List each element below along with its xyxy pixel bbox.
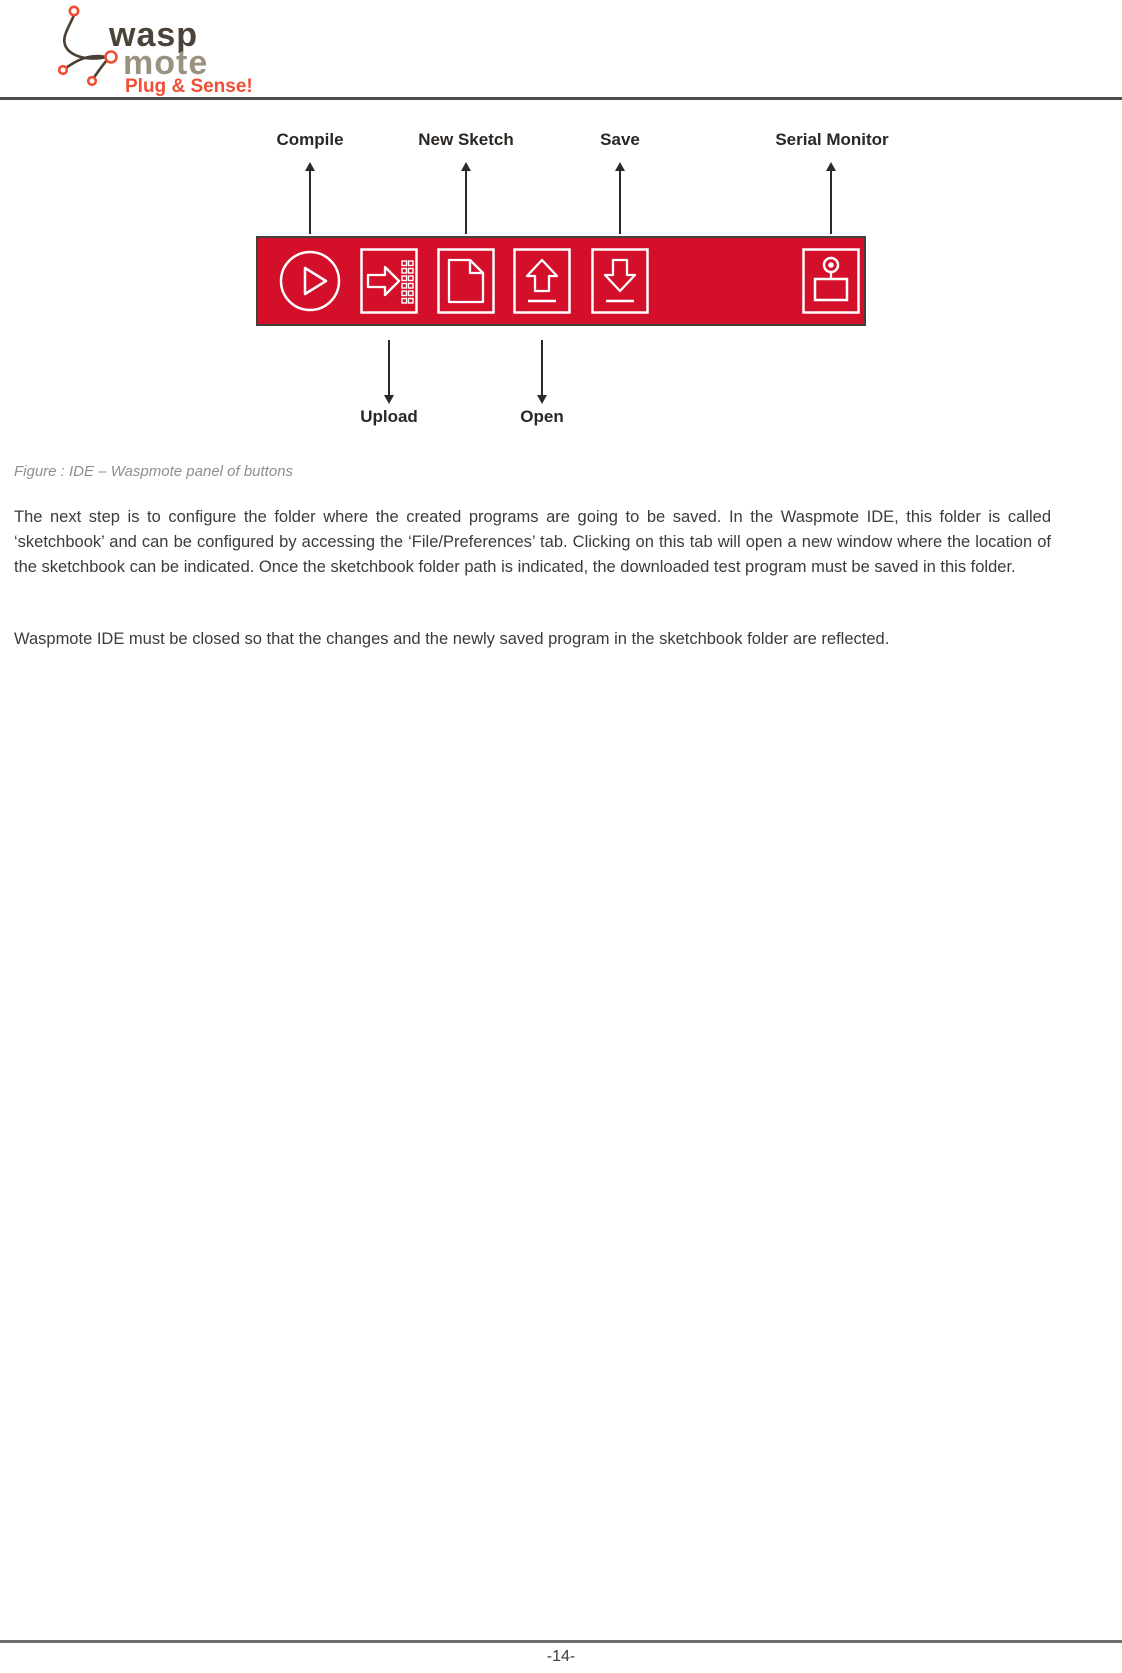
header-divider bbox=[0, 97, 1122, 100]
open-callout-label: Open bbox=[520, 407, 564, 426]
page-number: -14- bbox=[546, 1648, 576, 1665]
open-callout-arrow-down-icon bbox=[536, 340, 548, 404]
serial-monitor-callout-arrow-up-icon bbox=[825, 162, 837, 234]
save-callout-arrow-up-icon bbox=[614, 162, 626, 234]
arrow-down-icon bbox=[591, 248, 649, 314]
new-sketch-callout-arrow-up-icon bbox=[460, 162, 472, 234]
logo-word-wasp: wasp bbox=[109, 16, 199, 54]
arrow-right-board-icon bbox=[360, 248, 418, 314]
antenna-graphic bbox=[64, 15, 107, 79]
body-paragraph-2: Waspmote IDE must be closed so that the changes and the newly saved program in the sketchbook folder are reflected. bbox=[14, 630, 890, 648]
compile-callout-arrow-up-icon bbox=[304, 162, 316, 234]
logo-tagline: Plug & Sense! bbox=[125, 76, 253, 97]
footer-divider bbox=[0, 1640, 1122, 1643]
play-circle-icon bbox=[278, 249, 342, 313]
serial-monitor-callout-label: Serial Monitor bbox=[775, 130, 889, 149]
antenna-nodes bbox=[59, 7, 116, 85]
logo-word-mote: mote bbox=[123, 44, 209, 82]
upload-callout-label: Upload bbox=[360, 407, 418, 426]
new-sketch-callout-label: New Sketch bbox=[418, 130, 514, 149]
upload-callout-arrow-down-icon bbox=[383, 340, 395, 404]
waspmote-logo bbox=[12, 2, 262, 98]
arrow-up-icon bbox=[513, 248, 571, 314]
figure-caption: Figure : IDE – Waspmote panel of buttons bbox=[14, 463, 294, 480]
save-callout-label: Save bbox=[600, 130, 640, 149]
body-paragraph-1: The next step is to configure the folder where the created programs are going to be saved. In the Waspmote IDE, this folder is called ‘sketchbook’ and can be configured by accessing the ‘File/Preferences’ tab. Clicking on this tab will open a new window where the location of the sketchbook can be indicated. Once the sketchbook folder path is indicated, the downloaded test program must be saved in this folder. bbox=[14, 508, 1051, 576]
compile-callout-label: Compile bbox=[276, 130, 344, 149]
document-icon bbox=[437, 248, 495, 314]
magnifier-monitor-icon bbox=[802, 248, 860, 314]
